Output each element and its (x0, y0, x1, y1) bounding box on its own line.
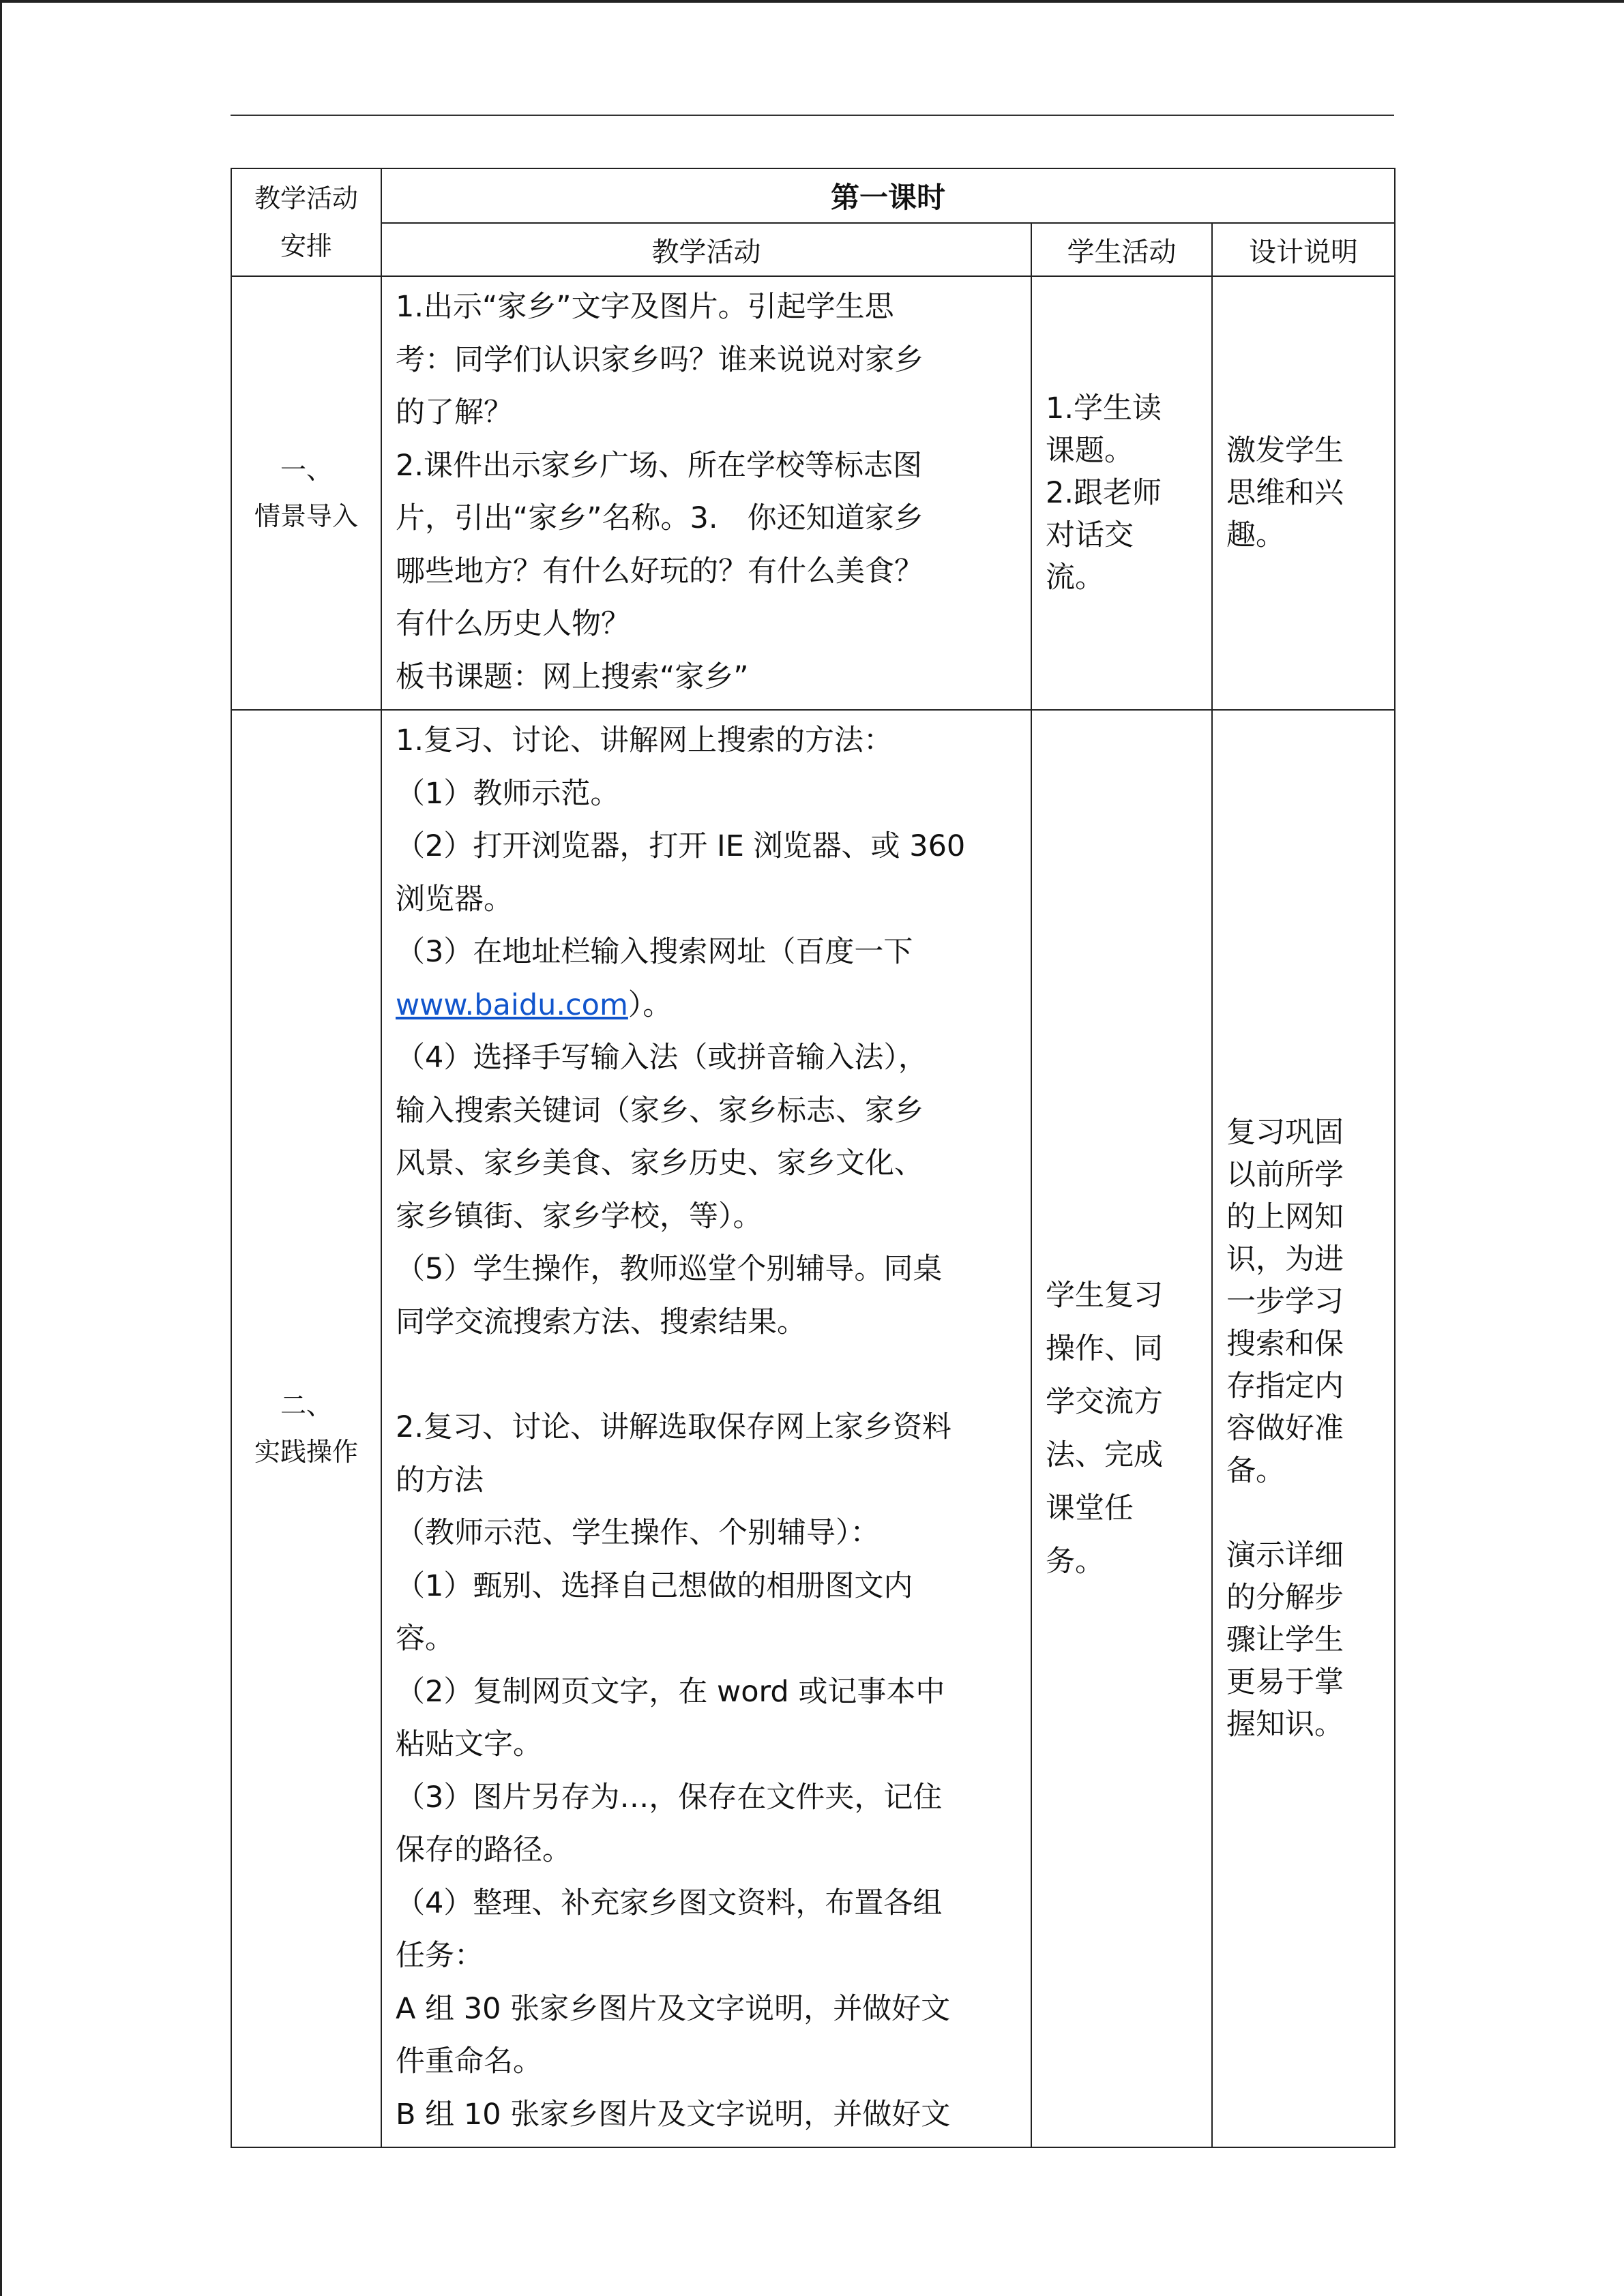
table-row (231, 710, 1395, 2147)
teaching-line: 的了解？ (396, 396, 513, 430)
teaching-line (396, 979, 1018, 1032)
design-line: 握知识。 (1226, 1708, 1344, 1742)
student-line: 1.学生读 (1046, 391, 1162, 426)
student-line: 对话交 (1046, 518, 1134, 552)
student-line: 操作、同 (1046, 1332, 1163, 1366)
column-header-design: 设计说明 (1212, 223, 1395, 276)
blank-line (1226, 1492, 1381, 1534)
design-line: 骤让学生 (1226, 1623, 1344, 1657)
teaching-line: （4）选择手写输入法（或拼音输入法）， (396, 1041, 928, 1075)
student-line: 学交流方 (1046, 1385, 1163, 1419)
stage-cell (231, 710, 381, 2147)
lesson-title: 第一课时 (381, 168, 1395, 223)
teaching-line: 件重命名。 (396, 2044, 542, 2078)
design-line: 以前所学 (1226, 1158, 1344, 1192)
teaching-line: 粘贴文字。 (396, 1727, 542, 1761)
baidu-link[interactable]: www.baidu.com (396, 987, 628, 1022)
stage-cell (231, 276, 381, 710)
teaching-line: 1.复习、讨论、讲解网上搜索的方法： (396, 724, 894, 758)
teaching-line: 1.出示“家乡”文字及图片。引起学生思 (396, 290, 894, 324)
student-line: 流。 (1046, 561, 1104, 595)
student-line: 务。 (1046, 1545, 1104, 1579)
student-activity-cell (1031, 710, 1212, 2147)
header-rule (231, 115, 1394, 116)
url-suffix: ）。 (628, 987, 673, 1022)
design-line: 趣。 (1226, 518, 1285, 552)
stage-name: 实践操作 (254, 1437, 358, 1467)
student-line: 课堂任 (1046, 1491, 1134, 1525)
teaching-line: 任务： (396, 1939, 484, 1973)
column-header-teaching: 教学活动 (381, 223, 1031, 276)
design-line: 演示详细 (1226, 1538, 1344, 1572)
page-left-edge (0, 0, 2, 2296)
teaching-line: （3）在地址栏输入搜索网址（百度一下 (396, 935, 913, 969)
teaching-line: 浏览器。 (396, 882, 513, 916)
page-top-edge (0, 0, 1624, 3)
teaching-activity-cell (381, 276, 1031, 710)
teaching-line: 2.复习、讨论、讲解选取保存网上家乡资料 (396, 1410, 952, 1444)
teaching-line: （1）教师示范。 (396, 776, 620, 811)
design-line: 更易于掌 (1226, 1665, 1344, 1699)
table-header-row (231, 168, 1395, 223)
design-line: 存指定内 (1226, 1369, 1344, 1403)
lesson-plan-table (231, 168, 1396, 2148)
teaching-line: B 组 10 张家乡图片及文字说明，并做好文 (396, 2097, 951, 2132)
design-line: 复习巩固 (1226, 1116, 1344, 1150)
student-line: 2.跟老师 (1046, 476, 1162, 510)
design-note-cell (1212, 710, 1395, 2147)
teaching-line: 容。 (396, 1622, 454, 1656)
teaching-line: （2）复制网页文字，在 word 或记事本中 (396, 1674, 945, 1709)
teaching-line: （4）整理、补充家乡图文资料，布置各组 (396, 1885, 943, 1920)
teaching-line: 的方法 (396, 1463, 484, 1497)
student-line: 课题。 (1046, 434, 1134, 468)
arrangement-label: 教学活动 (254, 183, 358, 213)
teaching-line: （3）图片另存为…，保存在文件夹，记住 (396, 1780, 943, 1815)
teaching-line: 同学交流搜索方法、搜索结果。 (396, 1304, 806, 1339)
table-row (231, 276, 1395, 710)
design-line: 的分解步 (1226, 1581, 1344, 1615)
teaching-line: 片，引出“家乡”名称。3. 你还知道家乡 (396, 501, 924, 535)
design-line: 容做好准 (1226, 1412, 1344, 1446)
arrangement-header-cell (231, 168, 381, 276)
teaching-line: 哪些地方？有什么好玩的？有什么美食？ (396, 554, 924, 588)
teaching-line: （教师示范、学生操作、个别辅导）： (396, 1516, 880, 1550)
student-line: 学生复习 (1046, 1279, 1163, 1313)
blank-line (396, 1349, 1018, 1401)
teaching-line: 保存的路径。 (396, 1833, 572, 1867)
teaching-line: 板书课题：网上搜索“家乡” (396, 659, 749, 694)
teaching-activity-cell (381, 710, 1031, 2147)
design-line: 一步学习 (1226, 1285, 1344, 1319)
teaching-line: （2）打开浏览器，打开 IE 浏览器、或 360 (396, 829, 966, 863)
design-line: 备。 (1226, 1454, 1285, 1488)
column-header-student: 学生活动 (1031, 223, 1212, 276)
design-line: 激发学生 (1226, 434, 1344, 468)
arrangement-label: 安排 (280, 231, 332, 261)
teaching-line: 家乡镇街、家乡学校，等）。 (396, 1199, 763, 1234)
student-activity-cell (1031, 276, 1212, 710)
design-line: 思维和兴 (1226, 476, 1344, 510)
teaching-line: （1）甄别、选择自己想做的相册图文内 (396, 1568, 913, 1603)
design-note-cell (1212, 276, 1395, 710)
student-line: 法、完成 (1046, 1438, 1163, 1472)
teaching-line: （5）学生操作，教师巡堂个别辅导。同桌 (396, 1252, 943, 1286)
stage-number: 二、 (280, 1390, 332, 1420)
teaching-line: 2.课件出示家乡广场、所在学校等标志图 (396, 448, 923, 483)
stage-number: 一、 (280, 455, 332, 485)
design-line: 的上网知 (1226, 1200, 1344, 1234)
teaching-line: 风景、家乡美食、家乡历史、家乡文化、 (396, 1146, 924, 1180)
design-line: 识，为进 (1226, 1242, 1344, 1277)
teaching-line: 考：同学们认识家乡吗？谁来说说对家乡 (396, 342, 924, 377)
teaching-line: A 组 30 张家乡图片及文字说明，并做好文 (396, 1991, 951, 2026)
teaching-line: 输入搜索关键词（家乡、家乡标志、家乡 (396, 1093, 924, 1128)
teaching-line: 有什么历史人物？ (396, 607, 630, 641)
stage-name: 情景导入 (254, 501, 358, 531)
design-line: 搜索和保 (1226, 1327, 1344, 1361)
column-header-row (231, 223, 1395, 276)
